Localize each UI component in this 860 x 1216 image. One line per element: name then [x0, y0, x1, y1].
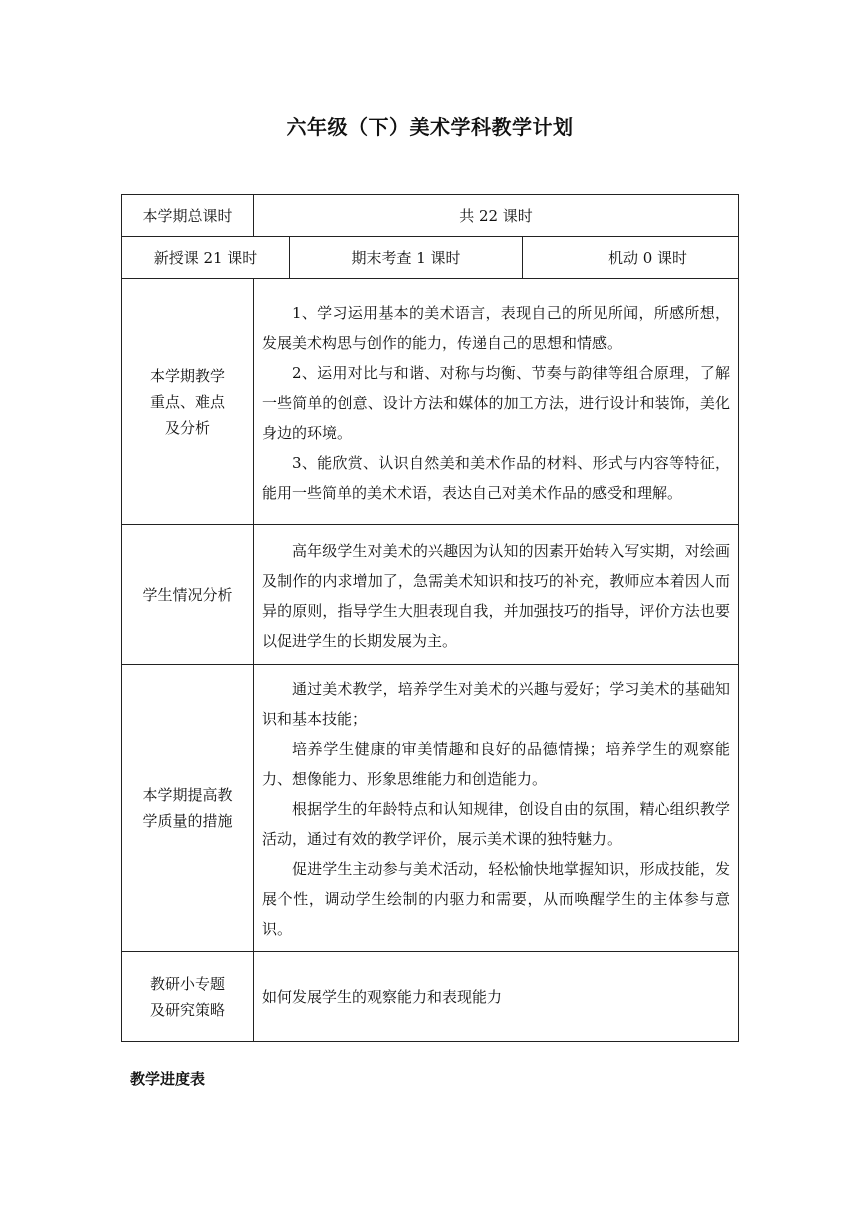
research-row — [122, 952, 739, 1042]
student-analysis-paragraph: 高年级学生对美术的兴趣因为认知的因素开始转入写实期，对绘画及制作的内求增加了，急需美术知识和技巧的补充，教师应本着因人而异的原则，指导学生大胆表现自我，并加强技巧的指导，评价方法也要以促进学生的长期发展为主。 — [262, 541, 730, 650]
total-hours-value: 共 22 课时 — [254, 195, 739, 237]
measures-label — [122, 665, 254, 952]
student-analysis-content — [254, 525, 739, 665]
label-line: 本学期教学 — [149, 366, 225, 385]
key-point-paragraph: 2、运用对比与和谐、对称与均衡、节奏与韵律等组合原理，了解一些简单的创意、设计方法和媒体的加工方法，进行设计和装饰，美化身边的环境。 — [262, 363, 730, 442]
label-line: 及分析 — [164, 418, 210, 437]
research-label — [122, 952, 254, 1042]
measure-paragraph: 促进学生主动参与美术活动，轻松愉快地掌握知识，形成技能，发展个性，调动学生绘制的内驱力和需要，从而唤醒学生的主体参与意识。 — [262, 860, 730, 938]
research-topic: 如何发展学生的观察能力和表现能力 — [254, 952, 739, 1042]
key-points-content — [254, 279, 739, 525]
flexible-hours: 机动 0 课时 — [523, 237, 739, 279]
total-hours-row — [122, 195, 739, 237]
label-line: 重点、难点 — [149, 392, 225, 411]
final-exam-hours: 期末考查 1 课时 — [290, 237, 523, 279]
label-line: 本学期提高教 — [142, 786, 233, 804]
measures-content — [254, 665, 739, 952]
new-lessons-hours: 新授课 21 课时 — [122, 237, 290, 279]
measure-paragraph: 培养学生健康的审美情趣和良好的品德情操；培养学生的观察能力、想像能力、形象思维能力和创造能力。 — [262, 740, 730, 788]
key-point-paragraph: 3、能欣赏、认识自然美和美术作品的材料、形式与内容等特征，能用一些简单的美术术语，表达自己对美术作品的感受和理解。 — [262, 453, 730, 502]
key-point-paragraph: 1、学习运用基本的美术语言，表现自己的所见所闻，所感所想，发展美术构思与创作的能力，传递自己的思想和情感。 — [262, 303, 730, 352]
measure-paragraph: 通过美术教学，培养学生对美术的兴趣与爱好；学习美术的基础知识和基本技能； — [262, 680, 730, 728]
hours-breakdown-row — [122, 237, 739, 279]
measures-row — [122, 665, 739, 952]
student-analysis-row — [122, 525, 739, 665]
total-hours-label: 本学期总课时 — [122, 195, 254, 237]
document-title: 六年级（下）美术学科教学计划 — [286, 115, 574, 139]
student-analysis-label: 学生情况分析 — [122, 525, 254, 665]
label-line: 学质量的措施 — [142, 812, 233, 830]
measure-paragraph: 根据学生的年龄特点和认知规律，创设自由的氛围，精心组织教学活动，通过有效的教学评价，展示美术课的独特魅力。 — [262, 800, 730, 848]
teaching-plan-table — [121, 194, 739, 1042]
key-points-label — [122, 279, 254, 525]
label-line: 及研究策略 — [149, 1000, 225, 1019]
progress-table-heading: 教学进度表 — [130, 1070, 206, 1088]
key-points-row — [122, 279, 739, 525]
label-line: 教研小专题 — [149, 974, 225, 993]
